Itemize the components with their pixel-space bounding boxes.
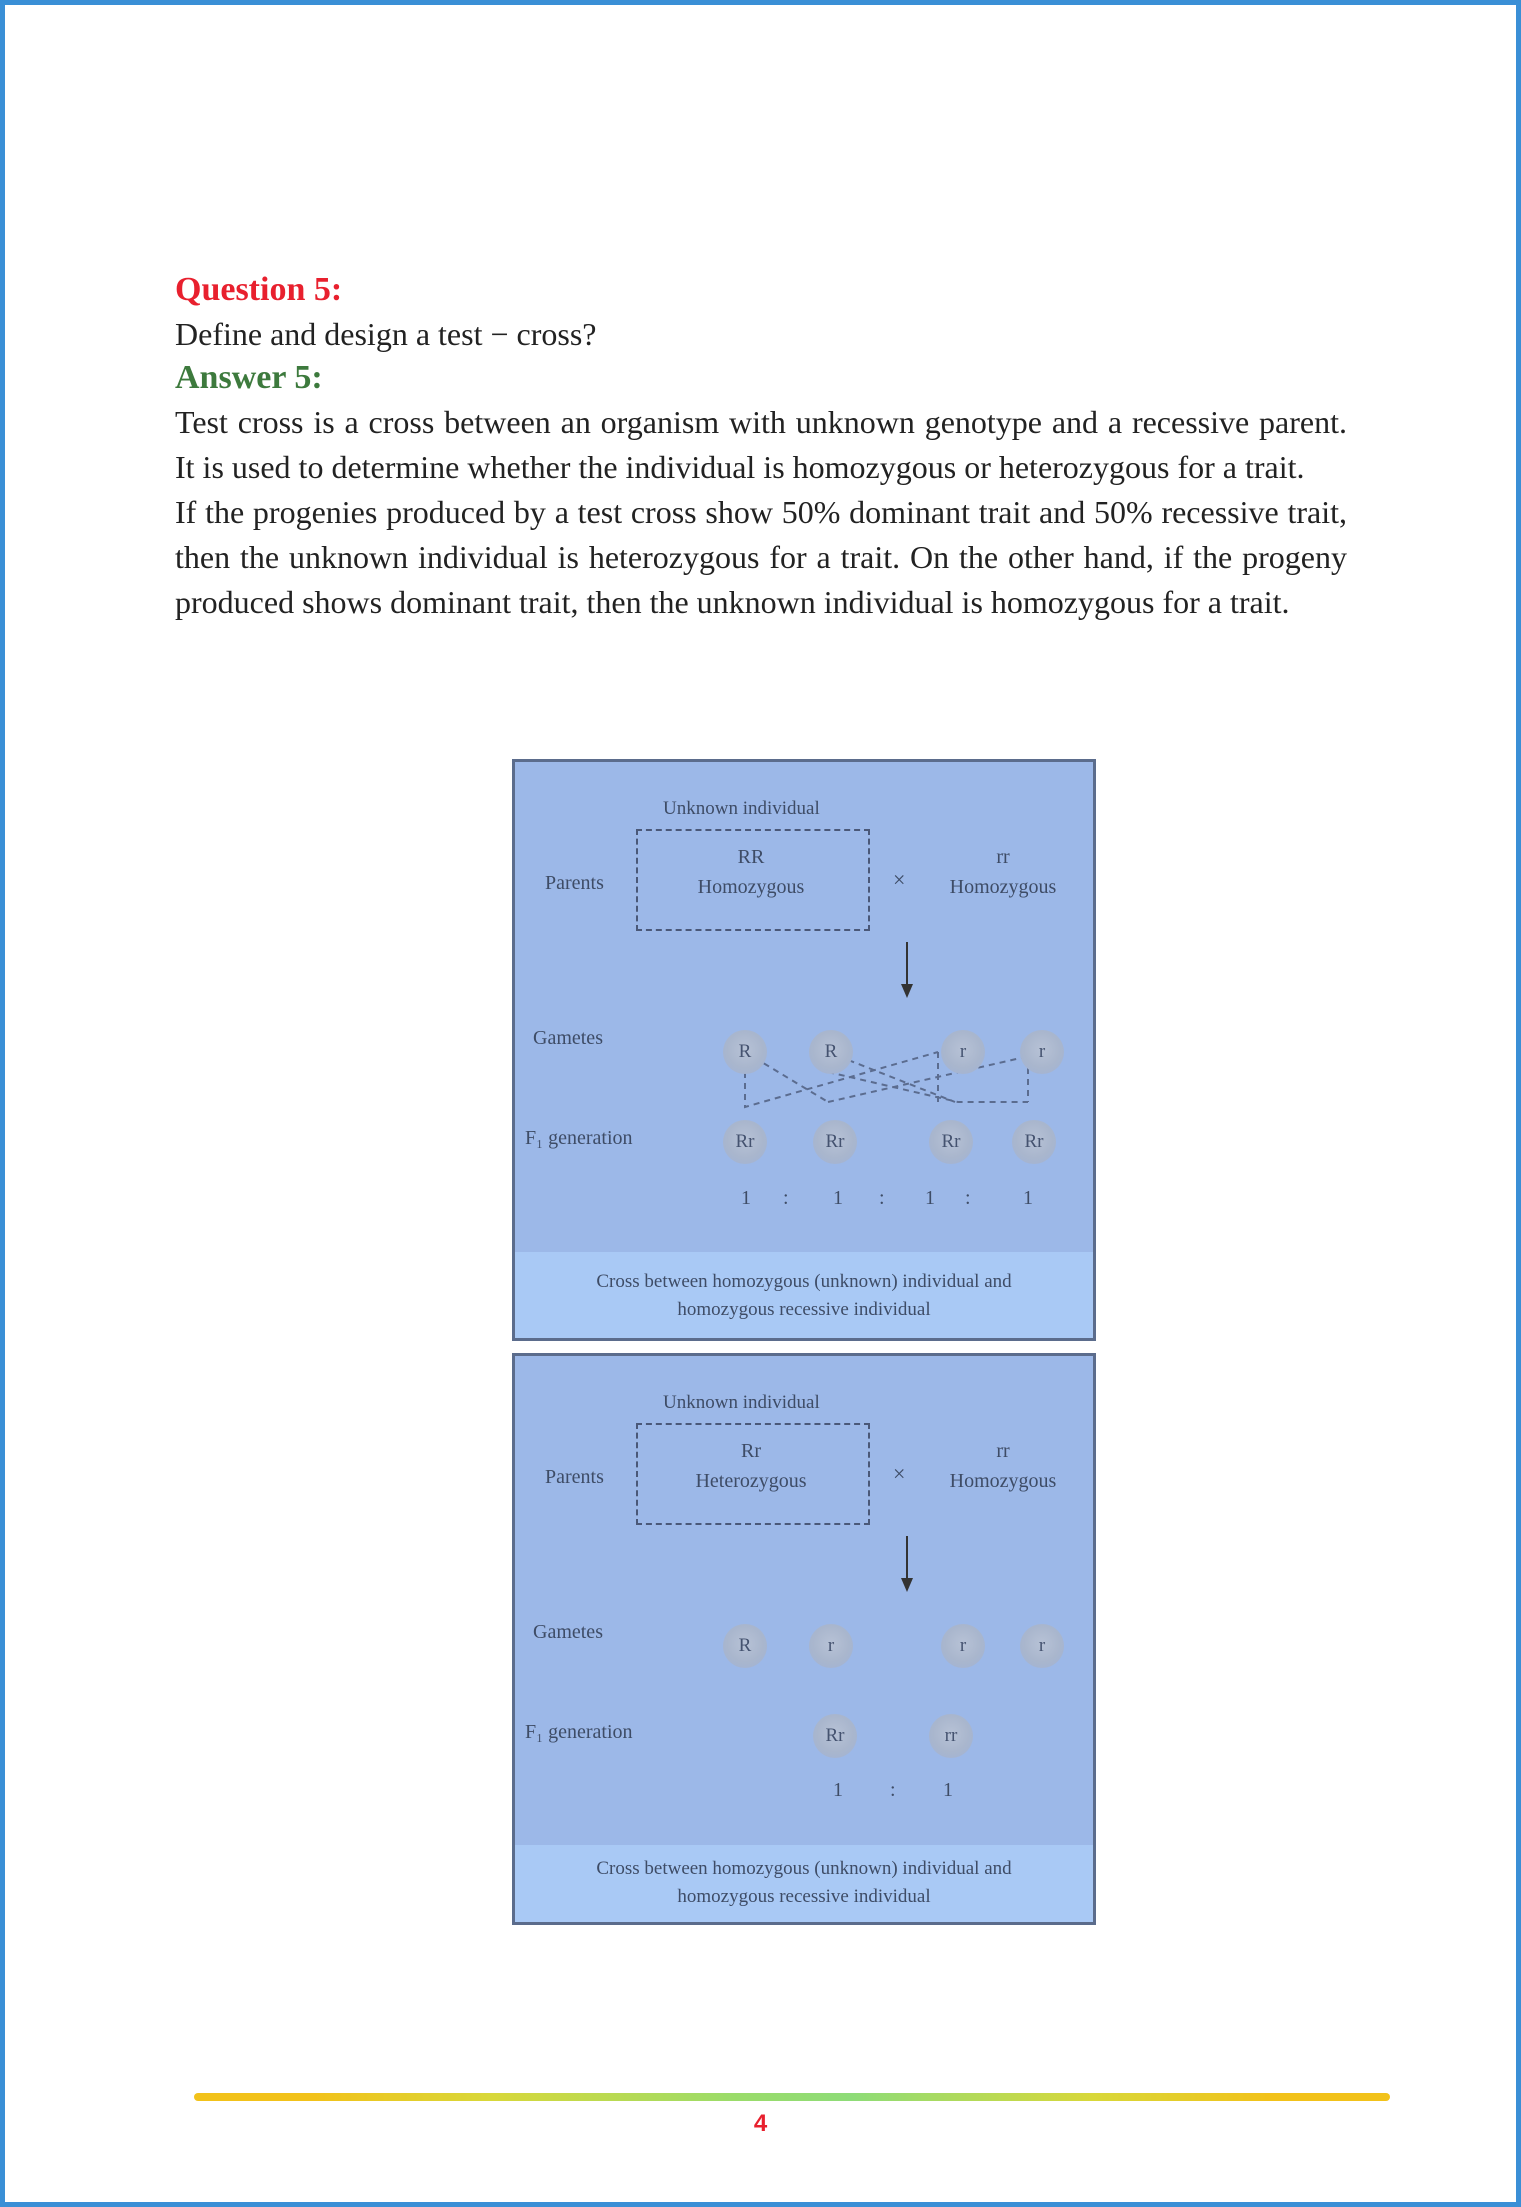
f1-generation-label: F₁ generation: [525, 1721, 633, 1743]
ratio-value: 1: [741, 1187, 751, 1209]
cross-symbol: ×: [893, 867, 906, 892]
answer-paragraph-2: If the progenies produced by a test cross show 50% dominant trait and 50% recessive trait, then the unknown individual is heterozygous for a trait. On the other hand, if the progeny produced shows dominant trait, then the unknown individual is homozygous for a trait.: [175, 494, 1347, 620]
ratio-value: 1: [925, 1187, 935, 1209]
unknown-genotype-symbol: Rr: [741, 1440, 761, 1462]
unknown-genotype: [636, 1436, 866, 1496]
parents-label: Parents: [545, 872, 604, 894]
known-genotype-type: Homozygous: [949, 1470, 1057, 1492]
unknown-genotype-type: Homozygous: [697, 876, 805, 898]
gamete-circle: r: [1020, 1624, 1064, 1668]
answer-heading: Answer 5:: [175, 359, 323, 396]
offspring-circle: Rr: [1012, 1120, 1056, 1164]
offspring-circle: Rr: [723, 1120, 767, 1164]
known-genotype-symbol: rr: [996, 846, 1010, 868]
offspring-circle: Rr: [813, 1714, 857, 1758]
f1-generation-label: F₁ generation: [525, 1127, 633, 1149]
question-answer-block: [175, 268, 1347, 625]
unknown-individual-label: Unknown individual: [663, 1392, 820, 1413]
unknown-individual-label: Unknown individual: [663, 798, 820, 819]
ratio-sep: :: [890, 1779, 896, 1801]
parents-label: Parents: [545, 1466, 604, 1488]
gametes-label: Gametes: [533, 1621, 603, 1643]
caption-line-1: Cross between homozygous (unknown) individual and: [596, 1271, 1012, 1292]
question-heading: Question 5:: [175, 271, 343, 308]
ratio-value: 1: [833, 1187, 843, 1209]
gamete-circle: r: [809, 1624, 853, 1668]
known-genotype-type: Homozygous: [949, 876, 1057, 898]
offspring-circle: rr: [929, 1714, 973, 1758]
caption-line-2: homozygous recessive individual: [677, 1886, 931, 1907]
ratio-value: 1: [833, 1779, 843, 1801]
diagram-caption: [515, 1252, 1093, 1338]
footer-divider: [194, 2093, 1390, 2101]
unknown-genotype-type: Heterozygous: [695, 1470, 807, 1492]
ratio-value: 1: [943, 1779, 953, 1801]
gamete-circle: R: [809, 1030, 853, 1074]
cross-symbol: ×: [893, 1461, 906, 1486]
gamete-circle: r: [1020, 1030, 1064, 1074]
test-cross-diagram-homozygous: [512, 759, 1096, 1341]
gamete-circle: r: [941, 1030, 985, 1074]
diagram-caption: [515, 1845, 1093, 1922]
gamete-circle: r: [941, 1624, 985, 1668]
gamete-circle: R: [723, 1030, 767, 1074]
caption-line-1: Cross between homozygous (unknown) individual and: [596, 1858, 1012, 1879]
gamete-circle: R: [723, 1624, 767, 1668]
ratio-sep: :: [965, 1187, 971, 1209]
ratio-value: 1: [1023, 1187, 1033, 1209]
answer-paragraph-1: Test cross is a cross between an organism with unknown genotype and a recessive parent. It is used to determine whether the individual is homozygous or heterozygous for a trait.: [175, 404, 1347, 485]
offspring-circle: Rr: [929, 1120, 973, 1164]
unknown-genotype-symbol: RR: [737, 846, 765, 868]
known-genotype-symbol: rr: [996, 1440, 1010, 1462]
test-cross-diagram-heterozygous: [512, 1353, 1096, 1925]
arrow-head-icon: [901, 1578, 913, 1592]
ratio-sep: :: [879, 1187, 885, 1209]
gametes-label: Gametes: [533, 1027, 603, 1049]
page-number: 4: [753, 2110, 768, 2137]
question-text: Define and design a test − cross?: [175, 316, 597, 352]
caption-line-2: homozygous recessive individual: [677, 1299, 931, 1320]
offspring-circle: Rr: [813, 1120, 857, 1164]
ratio-sep: :: [783, 1187, 789, 1209]
known-genotype: [933, 1436, 1073, 1496]
arrow-down-icon: [906, 1536, 908, 1580]
